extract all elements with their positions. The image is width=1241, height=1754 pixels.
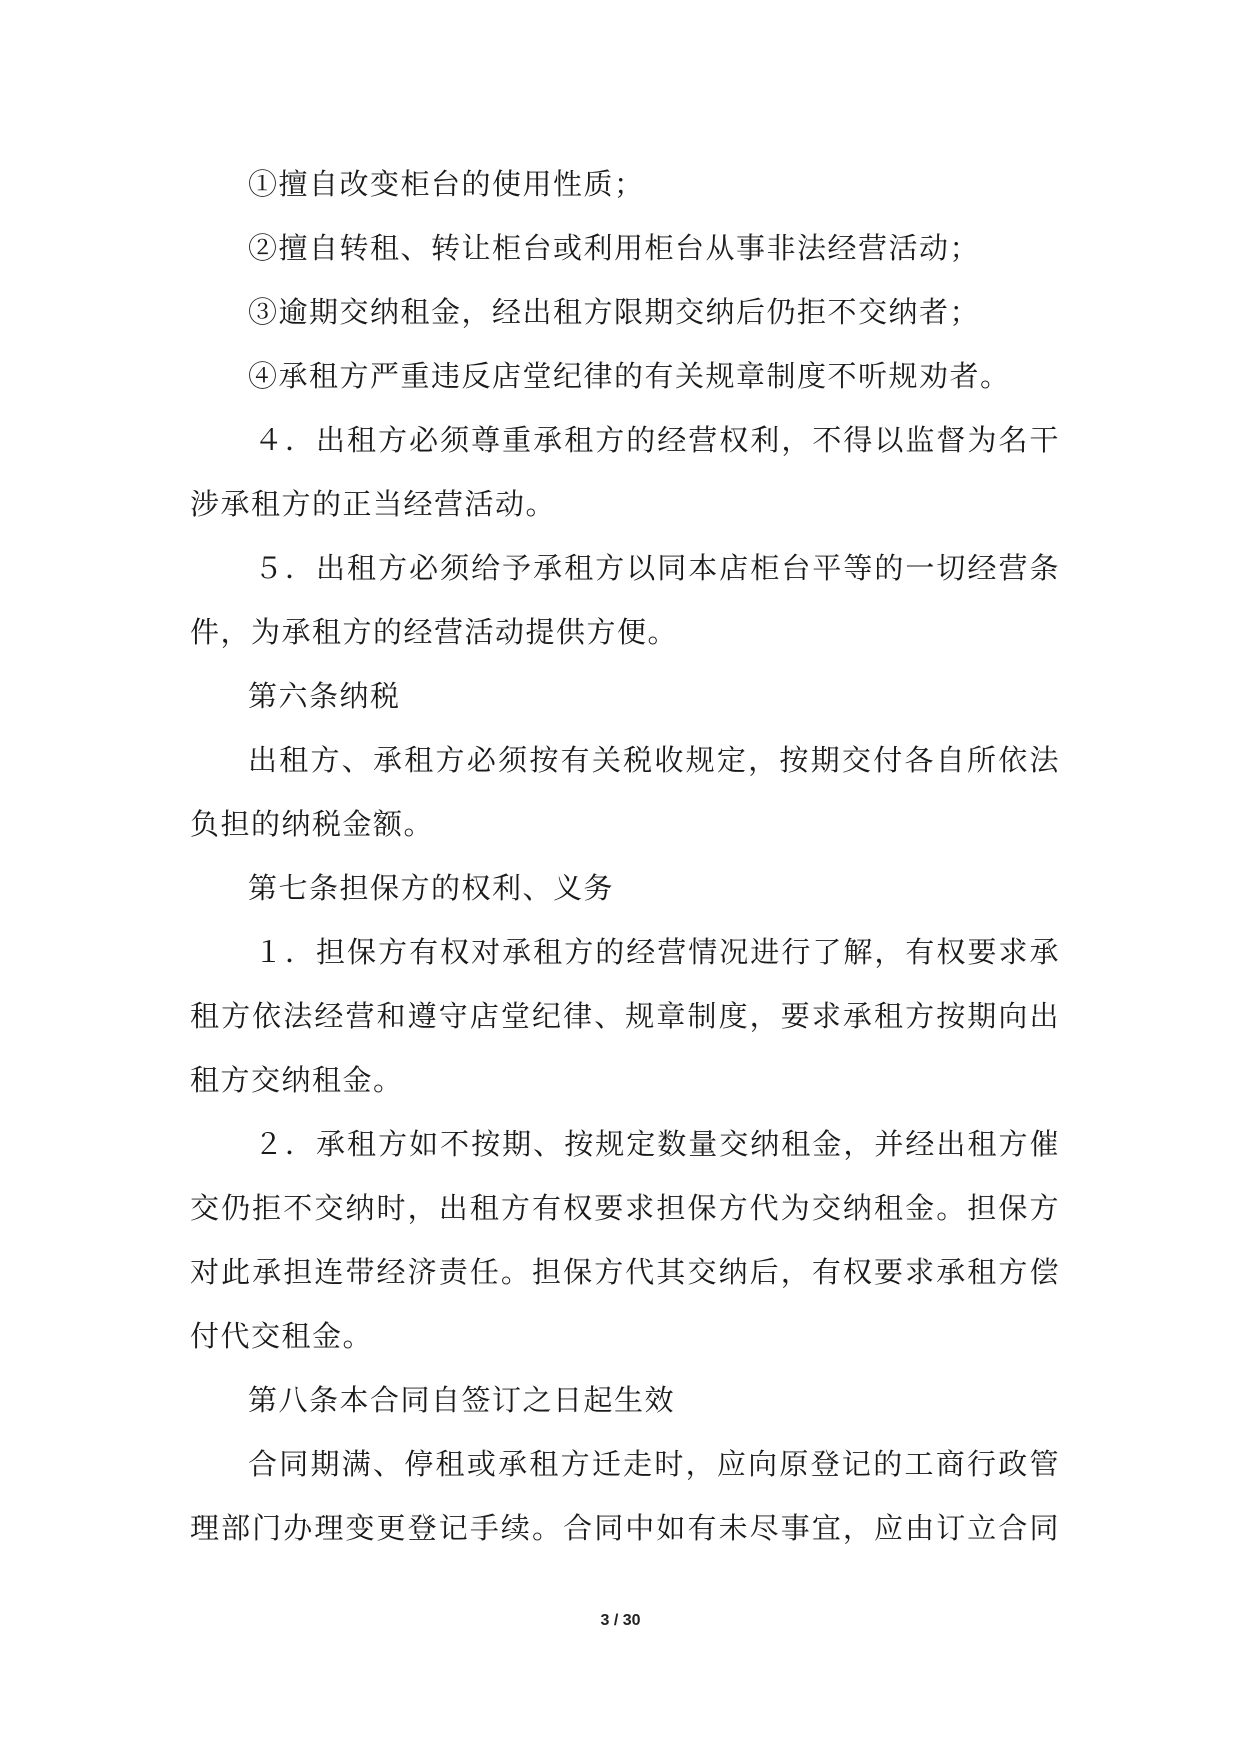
article-7-clause-1-line-1: １．担保方有权对承租方的经营情况进行了解，有权要求承 <box>254 935 1060 969</box>
article-7-clause-2-line-4: 付代交租金。 <box>190 1319 374 1353</box>
article-6-line-2: 负担的纳税金额。 <box>190 807 435 841</box>
document-body <box>190 152 1060 1560</box>
article-7-clause-1-line-2: 租方依法经营和遵守店堂纪律、规章制度，要求承租方按期向出 <box>190 999 1060 1033</box>
article-6-heading: 第六条纳税 <box>248 679 401 713</box>
clause-4-line-2: 涉承租方的正当经营活动。 <box>190 487 557 521</box>
article-8-line-2: 理部门办理变更登记手续。合同中如有未尽事宜，应由订立合同 <box>190 1511 1060 1545</box>
article-8-heading: 第八条本合同自签订之日起生效 <box>248 1383 676 1417</box>
article-7-clause-2-line-3: 对此承担连带经济责任。担保方代其交纳后，有权要求承租方偿 <box>190 1255 1060 1289</box>
article-6-line-1: 出租方、承租方必须按有关税收规定，按期交付各自所依法 <box>248 743 1060 777</box>
clause-item-4: ④承租方严重违反店堂纪律的有关规章制度不听规劝者。 <box>248 359 1011 393</box>
clause-4-line-1: ４．出租方必须尊重承租方的经营权利，不得以监督为名干 <box>254 423 1060 457</box>
clause-5-line-1: ５．出租方必须给予承租方以同本店柜台平等的一切经营条 <box>254 551 1060 585</box>
clause-5-line-2: 件，为承租方的经营活动提供方便。 <box>190 615 679 649</box>
clause-item-1: ①擅自改变柜台的使用性质； <box>248 167 645 201</box>
page-number: 3 / 30 <box>600 1612 641 1629</box>
article-7-heading: 第七条担保方的权利、义务 <box>248 871 615 905</box>
article-7-clause-1-line-3: 租方交纳租金。 <box>190 1063 404 1097</box>
article-7-clause-2-line-2: 交仍拒不交纳时，出租方有权要求担保方代为交纳租金。担保方 <box>190 1191 1060 1225</box>
clause-item-2: ②擅自转租、转让柜台或利用柜台从事非法经营活动； <box>248 231 981 265</box>
article-8-line-1: 合同期满、停租或承租方迁走时，应向原登记的工商行政管 <box>248 1447 1060 1481</box>
clause-item-3: ③逾期交纳租金，经出租方限期交纳后仍拒不交纳者； <box>248 295 981 329</box>
article-7-clause-2-line-1: ２．承租方如不按期、按规定数量交纳租金，并经出租方催 <box>254 1127 1060 1161</box>
